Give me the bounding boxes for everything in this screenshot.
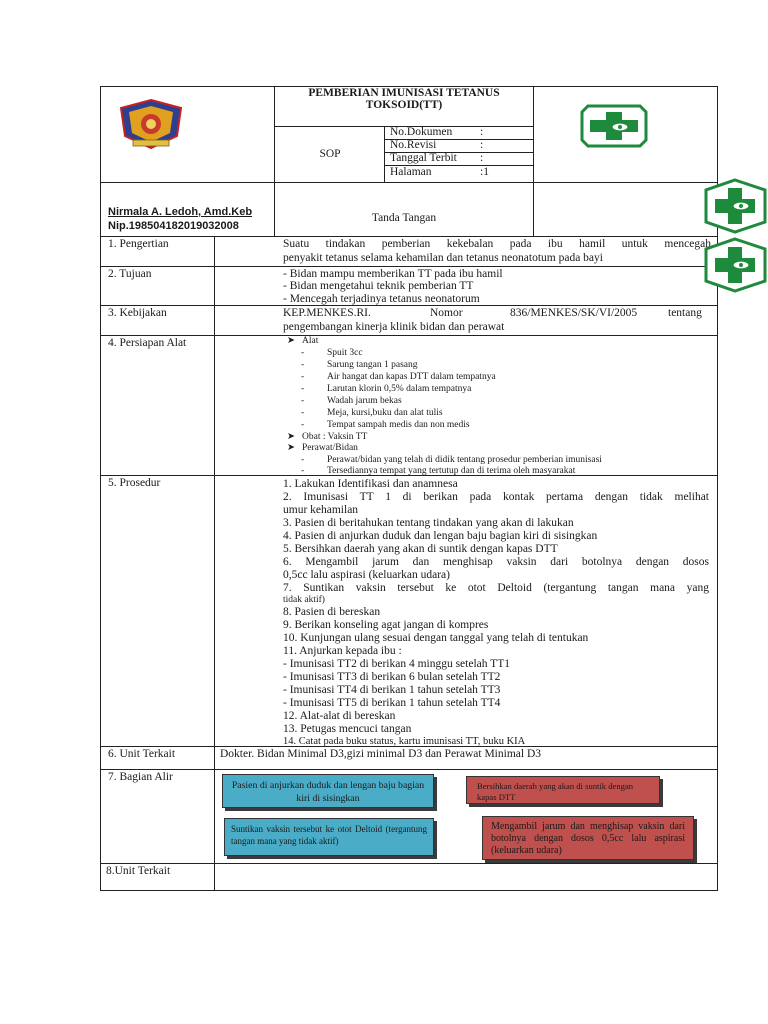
alat-item: Sarung tangan 1 pasang <box>327 360 418 370</box>
dash-bullet: - <box>301 348 305 358</box>
dash-bullet: - <box>301 384 305 394</box>
dash-bullet: - <box>301 396 305 406</box>
alat-item: Larutan klorin 0,5% dalam tempatnya <box>327 384 472 394</box>
prosedur-step: 1. Lakukan Identifikasi dan anamnesa <box>283 478 458 490</box>
alat-item: Wadah jarum bekas <box>327 396 402 406</box>
prosedur-step: umur kehamilan <box>283 504 359 516</box>
alat-item: Meja, kursi,buku dan alat tulis <box>327 408 443 418</box>
row-label-kebijakan: 3. Kebijakan <box>108 307 167 319</box>
prosedur-step: 4. Pasien di anjurkan duduk dan lengan baju bagian kiri di sisingkan <box>283 530 598 542</box>
flow-box-duduk <box>222 774 434 808</box>
doc-field-label: Tanggal Terbit <box>390 152 457 164</box>
alat-item: Air hangat dan kapas DTT dalam tempatnya <box>327 372 496 382</box>
arrow-bullet-icon: ➤ <box>287 336 295 346</box>
signature-label: Tanda Tangan <box>371 212 437 224</box>
prosedur-step: - Imunisasi TT5 di berikan 1 tahun setelah TT4 <box>283 697 501 709</box>
prosedur-step: 6. Mengambil jarum dan menghisap vaksin dari botolnya dengan dosos <box>283 556 709 568</box>
health-cross-logo <box>703 178 768 234</box>
row-label-prosedur: 5. Prosedur <box>108 477 161 489</box>
alat-heading: Alat <box>302 336 319 346</box>
prosedur-step: 13. Petugas mencuci tangan <box>283 723 412 735</box>
prosedur-step: 2. Imunisasi TT 1 di berikan pada kontak pertama dengan tidak melihat <box>283 491 709 503</box>
flow-box-text: Pasien di anjurkan duduk dan lengan baju bagian kiri di sisingkan <box>231 780 425 804</box>
signer-name: Nirmala A. Ledoh, Amd.Keb <box>108 206 253 218</box>
kebijakan-part: 836/MENKES/SK/VI/2005 <box>510 307 638 319</box>
dash-bullet: - <box>301 360 305 370</box>
arrow-bullet-icon: ➤ <box>287 432 295 442</box>
row-label-unit-terkait-2: 8.Unit Terkait <box>106 865 171 877</box>
prosedur-step: - Imunisasi TT3 di berikan 6 bulan setelah TT2 <box>283 671 501 683</box>
prosedur-step: - Imunisasi TT2 di berikan 4 minggu setelah TT1 <box>283 658 510 670</box>
prosedur-step: 14. Catat pada buku status, kartu imunisasi TT, buku KIA <box>283 736 526 747</box>
kebijakan-part: KEP.MENKES.RI. <box>283 307 371 319</box>
perawat-item: Perawat/bidan yang telah di didik tentang prosedur pemberian imunisasi <box>327 455 602 465</box>
dash-bullet: - <box>301 466 305 476</box>
district-emblem-logo <box>115 98 187 150</box>
doc-field-value: : <box>480 126 484 138</box>
tujuan-item: - Bidan mengetahui teknik pemberian TT <box>283 280 474 292</box>
prosedur-step: 7. Suntikan vaksin tersebut ke otot Deltoid (tergantung tangan mana yang <box>283 582 709 594</box>
prosedur-step: 12. Alat-alat di bereskan <box>283 710 396 722</box>
row-label-bagian-alir: 7. Bagian Alir <box>108 771 173 783</box>
prosedur-step: 8. Pasien di bereskan <box>283 606 381 618</box>
kebijakan-part: tentang <box>668 307 702 319</box>
pengertian-text-line2: penyakit tetanus selama kehamilan dan tetanus neonatotum pada bayi <box>283 252 603 264</box>
flow-box-mengambil <box>482 816 694 860</box>
sop-label: SOP <box>319 148 341 160</box>
flow-box-text: Bersihkan daerah yang akan di suntik dengan kapas DTT <box>477 781 634 802</box>
row-label-pengertian: 1. Pengertian <box>108 238 169 250</box>
dash-bullet: - <box>301 408 305 418</box>
document-title-line2: TOKSOID(TT) <box>365 99 443 111</box>
alat-item: Tempat sampah medis dan non medis <box>327 420 470 430</box>
prosedur-step: 3. Pasien di beritahukan tentang tindakan yang akan di lakukan <box>283 517 574 529</box>
doc-field-value: : <box>480 152 484 164</box>
row-label-tujuan: 2. Tujuan <box>108 268 152 280</box>
pengertian-text-line1: Suatu tindakan pemberian kekebalan pada ibu hamil untuk mencegah <box>283 238 711 250</box>
flow-box-text: Suntikan vaksin tersebut ke otot Deltoid (tergantung tangan mana yang tidak aktif) <box>231 824 427 846</box>
prosedur-step: - Imunisasi TT4 di berikan 1 tahun setelah TT3 <box>283 684 501 696</box>
prosedur-step: 5. Bersihkan daerah yang akan di suntik dengan kapas DTT <box>283 543 558 555</box>
dash-bullet: - <box>301 455 305 465</box>
alat-item: Spuit 3cc <box>327 348 363 358</box>
doc-field-value: : <box>480 139 484 151</box>
prosedur-step: 11. Anjurkan kepada ibu : <box>283 645 402 657</box>
flow-box-text: Mengambil jarum dan menghisap vaksin dari botolnya dengan dosos 0,5cc lalu aspirasi (keluarkan udara) <box>491 821 685 856</box>
prosedur-step: 10. Kunjungan ulang sesuai dengan tanggal yang telah di tentukan <box>283 632 589 644</box>
kebijakan-part: Nomor <box>430 307 463 319</box>
obat-heading: Obat : Vaksin TT <box>302 432 368 442</box>
doc-field-value: :1 <box>480 166 489 178</box>
flow-box-suntikan <box>224 818 434 856</box>
perawat-item: Tersediannya tempat yang tertutup dan di terima oleh masyarakat <box>327 466 576 476</box>
row-label-persiapan: 4. Persiapan Alat <box>108 337 187 349</box>
health-cross-logo <box>703 237 768 293</box>
prosedur-step: tidak aktif) <box>283 595 325 605</box>
doc-field-label: No.Revisi <box>390 139 437 151</box>
tujuan-item: - Mencegah terjadinya tetanus neonatorum <box>283 293 480 305</box>
prosedur-step: 9. Berikan konseling agat jangan di kompres <box>283 619 489 631</box>
doc-field-label: No.Dokumen <box>390 126 453 138</box>
arrow-bullet-icon: ➤ <box>287 443 295 453</box>
signer-nip: Nip.198504182019032008 <box>108 220 239 232</box>
prosedur-step: 0,5cc lalu aspirasi (keluarkan udara) <box>283 569 450 581</box>
tujuan-item: - Bidan mampu memberikan TT pada ibu hamil <box>283 268 503 280</box>
row-label-unit-terkait: 6. Unit Terkait <box>108 748 176 760</box>
doc-field-label: Halaman <box>390 166 432 178</box>
unit-terkait-value: Dokter. Bidan Minimal D3,gizi minimal D3 dan Perawat Minimal D3 <box>220 748 541 760</box>
health-cross-logo <box>580 104 648 148</box>
flow-box-bersihkan <box>466 776 660 804</box>
kebijakan-text-line2: pengembangan kinerja klinik bidan dan perawat <box>283 321 505 333</box>
document-title-line1: PEMBERIAN IMUNISASI TETANUS <box>308 87 500 99</box>
perawat-heading: Perawat/Bidan <box>302 443 358 453</box>
dash-bullet: - <box>301 420 305 430</box>
dash-bullet: - <box>301 372 305 382</box>
